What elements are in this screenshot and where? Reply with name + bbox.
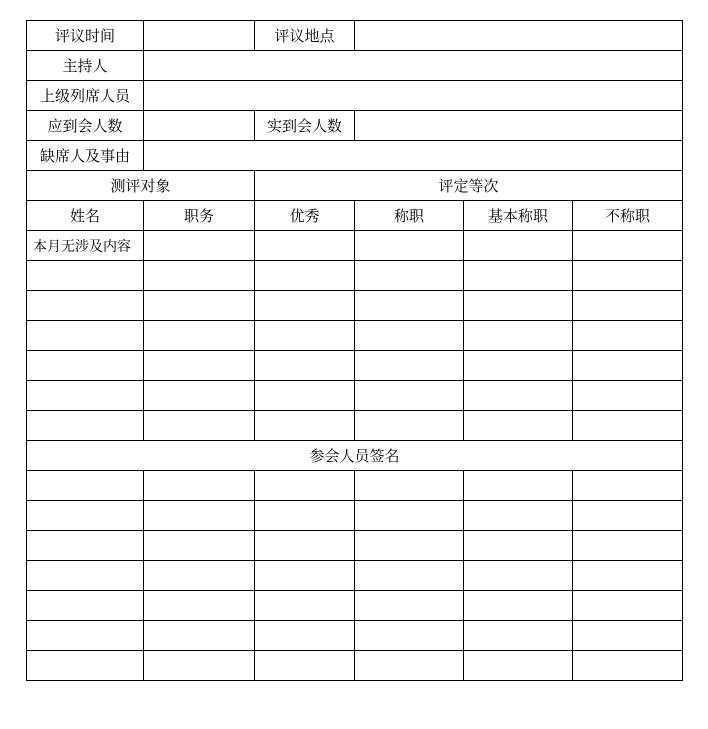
evaluation-cell-competent[interactable] <box>355 291 464 321</box>
signature-cell[interactable] <box>144 531 255 561</box>
evaluation-row <box>27 411 683 441</box>
signature-cell[interactable] <box>255 471 355 501</box>
evaluation-group-header-row <box>27 171 683 201</box>
evaluation-cell-excellent[interactable] <box>255 411 355 441</box>
evaluation-cell-name[interactable] <box>27 411 144 441</box>
signature-cell[interactable] <box>464 621 573 651</box>
evaluation-cell-competent[interactable] <box>355 351 464 381</box>
evaluation-cell-incompetent[interactable] <box>573 351 683 381</box>
signature-cell[interactable] <box>573 651 683 681</box>
column-header-incompetent: 不称职 <box>573 201 683 231</box>
evaluation-row <box>27 381 683 411</box>
signature-cell[interactable] <box>255 501 355 531</box>
evaluation-cell-name[interactable] <box>27 291 144 321</box>
signature-cell[interactable] <box>464 531 573 561</box>
evaluation-cell-name[interactable] <box>27 381 144 411</box>
evaluation-cell-competent[interactable] <box>355 231 464 261</box>
evaluation-cell-incompetent[interactable] <box>573 321 683 351</box>
signature-row <box>27 621 683 651</box>
signature-cell[interactable] <box>27 591 144 621</box>
signature-cell[interactable] <box>355 531 464 561</box>
evaluation-cell-name[interactable]: 本月无涉及内容 <box>27 231 144 261</box>
signature-cell[interactable] <box>255 591 355 621</box>
evaluation-cell-competent[interactable] <box>355 321 464 351</box>
host-field[interactable] <box>144 51 683 81</box>
evaluation-cell-position[interactable] <box>144 261 255 291</box>
evaluation-row <box>27 261 683 291</box>
review-time-label: 评议时间 <box>27 21 144 51</box>
evaluation-cell-basically-competent[interactable] <box>464 381 573 411</box>
evaluation-cell-incompetent[interactable] <box>573 231 683 261</box>
evaluation-cell-excellent[interactable] <box>255 381 355 411</box>
actual-count-label: 实到会人数 <box>255 111 355 141</box>
evaluation-cell-name[interactable] <box>27 321 144 351</box>
signature-cell[interactable] <box>255 651 355 681</box>
evaluation-cell-incompetent[interactable] <box>573 291 683 321</box>
absentees-field[interactable] <box>144 141 683 171</box>
signature-cell[interactable] <box>573 561 683 591</box>
absentees-row <box>27 141 683 171</box>
signature-cell[interactable] <box>355 651 464 681</box>
attendance-count-row <box>27 111 683 141</box>
signature-cell[interactable] <box>464 591 573 621</box>
signature-cell[interactable] <box>144 561 255 591</box>
evaluation-rating-header: 评定等次 <box>255 171 683 201</box>
evaluation-cell-excellent[interactable] <box>255 291 355 321</box>
evaluation-cell-excellent[interactable] <box>255 231 355 261</box>
signature-cell[interactable] <box>27 501 144 531</box>
evaluation-cell-competent[interactable] <box>355 381 464 411</box>
signature-cell[interactable] <box>144 471 255 501</box>
superior-attendees-field[interactable] <box>144 81 683 111</box>
column-header-excellent: 优秀 <box>255 201 355 231</box>
signature-section-header: 参会人员签名 <box>27 441 683 471</box>
signature-cell[interactable] <box>355 591 464 621</box>
superior-attendees-label: 上级列席人员 <box>27 81 144 111</box>
signature-cell[interactable] <box>144 651 255 681</box>
evaluation-cell-basically-competent[interactable] <box>464 411 573 441</box>
evaluation-cell-basically-competent[interactable] <box>464 321 573 351</box>
absentees-label: 缺席人及事由 <box>27 141 144 171</box>
evaluation-cell-competent[interactable] <box>355 411 464 441</box>
column-header-competent: 称职 <box>355 201 464 231</box>
evaluation-cell-excellent[interactable] <box>255 351 355 381</box>
evaluation-cell-incompetent[interactable] <box>573 411 683 441</box>
signature-cell[interactable] <box>27 621 144 651</box>
signature-cell[interactable] <box>144 591 255 621</box>
evaluation-row <box>27 231 683 261</box>
evaluation-row <box>27 351 683 381</box>
signature-row <box>27 561 683 591</box>
signature-cell[interactable] <box>573 621 683 651</box>
review-time-field[interactable] <box>144 21 255 51</box>
signature-row <box>27 501 683 531</box>
column-header-basically-competent: 基本称职 <box>464 201 573 231</box>
signature-cell[interactable] <box>27 561 144 591</box>
evaluation-row <box>27 321 683 351</box>
evaluation-cell-competent[interactable] <box>355 261 464 291</box>
signature-cell[interactable] <box>355 561 464 591</box>
signature-row <box>27 651 683 681</box>
evaluation-cell-excellent[interactable] <box>255 321 355 351</box>
expected-count-field[interactable] <box>144 111 255 141</box>
evaluation-cell-name[interactable] <box>27 261 144 291</box>
column-header-name: 姓名 <box>27 201 144 231</box>
evaluation-cell-basically-competent[interactable] <box>464 261 573 291</box>
signature-header-row <box>27 441 683 471</box>
evaluation-columns-row <box>27 201 683 231</box>
signature-cell[interactable] <box>573 501 683 531</box>
evaluation-row <box>27 291 683 321</box>
signature-cell[interactable] <box>464 561 573 591</box>
signature-cell[interactable] <box>464 501 573 531</box>
evaluation-cell-basically-competent[interactable] <box>464 231 573 261</box>
expected-count-label: 应到会人数 <box>27 111 144 141</box>
signature-cell[interactable] <box>27 651 144 681</box>
evaluation-cell-incompetent[interactable] <box>573 381 683 411</box>
evaluation-cell-excellent[interactable] <box>255 261 355 291</box>
review-place-label: 评议地点 <box>255 21 355 51</box>
host-label: 主持人 <box>27 51 144 81</box>
evaluation-cell-position[interactable] <box>144 291 255 321</box>
signature-cell[interactable] <box>355 471 464 501</box>
review-time-row <box>27 21 683 51</box>
signature-cell[interactable] <box>573 471 683 501</box>
signature-cell[interactable] <box>144 501 255 531</box>
review-form-table <box>26 20 683 681</box>
signature-cell[interactable] <box>355 501 464 531</box>
signature-cell[interactable] <box>464 471 573 501</box>
evaluation-cell-basically-competent[interactable] <box>464 291 573 321</box>
signature-cell[interactable] <box>355 621 464 651</box>
host-row <box>27 51 683 81</box>
evaluation-cell-incompetent[interactable] <box>573 261 683 291</box>
actual-count-field[interactable] <box>355 111 683 141</box>
signature-cell[interactable] <box>144 621 255 651</box>
evaluation-cell-position[interactable] <box>144 411 255 441</box>
signature-cell[interactable] <box>27 471 144 501</box>
evaluation-cell-position[interactable] <box>144 351 255 381</box>
signature-cell[interactable] <box>255 561 355 591</box>
signature-cell[interactable] <box>27 531 144 561</box>
signature-row <box>27 531 683 561</box>
superior-attendees-row <box>27 81 683 111</box>
signature-cell[interactable] <box>255 531 355 561</box>
signature-cell[interactable] <box>255 621 355 651</box>
evaluation-cell-position[interactable] <box>144 231 255 261</box>
column-header-position: 职务 <box>144 201 255 231</box>
signature-cell[interactable] <box>573 591 683 621</box>
evaluation-cell-position[interactable] <box>144 321 255 351</box>
signature-cell[interactable] <box>464 651 573 681</box>
signature-row <box>27 471 683 501</box>
evaluation-target-header: 测评对象 <box>27 171 255 201</box>
evaluation-cell-basically-competent[interactable] <box>464 351 573 381</box>
evaluation-cell-name[interactable] <box>27 351 144 381</box>
signature-cell[interactable] <box>573 531 683 561</box>
review-place-field[interactable] <box>355 21 683 51</box>
signature-row <box>27 591 683 621</box>
evaluation-cell-position[interactable] <box>144 381 255 411</box>
